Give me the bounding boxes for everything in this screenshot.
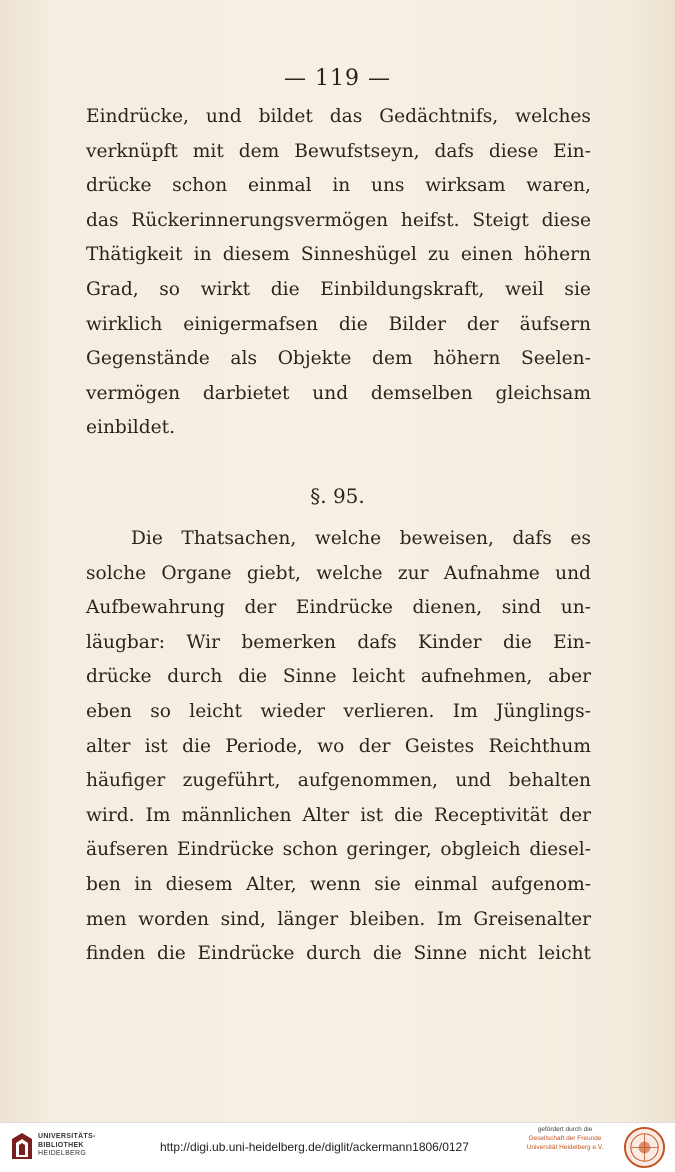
word: Gegenstände — [86, 348, 210, 370]
text-line — [86, 591, 591, 626]
word: diese — [541, 209, 591, 231]
word: Alter — [302, 804, 350, 826]
word: dem — [372, 348, 413, 370]
word: Alter, — [245, 873, 297, 895]
word: obgleich — [440, 839, 521, 861]
word: einmal — [248, 175, 312, 197]
word: demselben — [370, 382, 473, 404]
word: Bilder — [388, 313, 446, 335]
library-name-line2: BIBLIOTHEK — [38, 1141, 84, 1149]
word: Eindrücke — [197, 943, 295, 965]
word: aufgenommen, — [297, 770, 438, 792]
word: die — [338, 313, 368, 335]
page-number: — 119 — — [284, 66, 391, 91]
text-line — [86, 626, 591, 661]
word: Greisenalter — [473, 908, 591, 930]
word: die — [238, 666, 268, 688]
word: Receptivität — [433, 804, 549, 826]
word: zugeführt, — [182, 770, 281, 792]
text-line — [86, 868, 591, 903]
text-line — [86, 937, 591, 972]
section-heading: §. 95. — [310, 484, 365, 508]
word: schon — [282, 839, 338, 861]
word: in — [332, 175, 351, 197]
word: gleichsam — [495, 382, 591, 404]
word: nicht — [478, 943, 527, 965]
word: Objekte — [277, 348, 352, 370]
word: sie — [374, 873, 401, 895]
text-line — [86, 308, 591, 343]
word: bemerken — [241, 631, 336, 653]
text-line — [86, 169, 591, 204]
university-library-logo-icon — [10, 1131, 34, 1163]
footer-bar — [0, 1122, 675, 1172]
word: waren, — [526, 175, 591, 197]
library-name-line1: UNIVERSITÄTS- — [38, 1133, 96, 1140]
word: einmal — [414, 873, 478, 895]
word: die — [270, 278, 300, 300]
word: behalten — [508, 770, 591, 792]
word: einigermafsen — [183, 313, 318, 335]
word: zur — [397, 562, 429, 584]
word: Geistes — [404, 735, 475, 757]
word: der — [358, 735, 391, 757]
word: in — [193, 244, 212, 266]
word: dafs — [512, 528, 552, 549]
word: Eindrücke — [177, 839, 274, 861]
word: heifst. — [400, 209, 460, 231]
word: männlichen — [181, 804, 292, 826]
word: sie — [564, 278, 591, 300]
library-name-line3: HEIDELBERG — [38, 1150, 87, 1157]
word: Organe — [161, 562, 232, 584]
word: häufiger — [86, 770, 166, 792]
text-line — [86, 100, 591, 135]
word: und — [312, 382, 349, 404]
library-name — [38, 1133, 96, 1159]
word: mit — [192, 140, 224, 162]
word: die — [156, 943, 186, 965]
word: dienen, — [412, 597, 483, 619]
word: dem — [238, 140, 280, 162]
text-line — [86, 660, 591, 695]
word: Bewufstseyn, — [294, 140, 420, 162]
word: diese — [488, 140, 539, 162]
word: und — [455, 770, 492, 792]
word: Eindrücke — [295, 597, 393, 619]
word: die — [394, 804, 423, 826]
text-line — [86, 557, 591, 592]
word: läugbar: — [86, 631, 166, 653]
word: Thatsachen, — [181, 528, 297, 549]
word: Sinne — [413, 943, 468, 965]
word: wirklich — [86, 313, 163, 335]
paragraph-1 — [86, 100, 591, 446]
word: als — [230, 348, 257, 370]
sponsor-line3: Universität Heidelberg e.V. — [526, 1144, 604, 1151]
word: Thätigkeit — [86, 244, 183, 266]
word: wird. — [86, 804, 135, 826]
word: in — [134, 873, 153, 895]
word: durch — [306, 943, 362, 965]
word: dafs — [357, 631, 397, 653]
word: wirksam — [425, 175, 506, 197]
word: und — [205, 106, 242, 127]
word: Aufnahme — [443, 562, 540, 584]
word: so — [150, 700, 171, 722]
word: aber — [548, 666, 591, 688]
word: die — [502, 631, 532, 653]
word: einbildet. — [86, 417, 176, 439]
word: leicht — [189, 700, 243, 722]
text-line — [86, 799, 591, 834]
word: Im — [452, 700, 478, 722]
text-line — [86, 273, 591, 308]
word: Im — [145, 804, 171, 826]
word: wenn — [309, 873, 361, 895]
text-line — [86, 764, 591, 799]
word: finden — [86, 943, 146, 965]
word: zu — [428, 244, 450, 266]
word: schon — [172, 175, 228, 197]
word: sind — [501, 597, 542, 619]
text-line — [86, 135, 591, 170]
text-line — [86, 238, 591, 273]
word: ist — [360, 804, 384, 826]
word: Wir — [186, 631, 220, 653]
word: drücke — [86, 175, 152, 197]
word: aufnehmen, — [420, 666, 533, 688]
word: höhern — [433, 348, 501, 370]
word: verknüpft — [86, 140, 178, 162]
word: men — [86, 908, 127, 930]
word: sind, — [220, 908, 266, 930]
word: länger — [277, 908, 339, 930]
word: bildet — [258, 106, 313, 127]
word: und — [555, 562, 591, 584]
word: vermögen — [86, 382, 181, 404]
word: Die — [131, 528, 163, 549]
text-line — [86, 377, 591, 412]
word: die — [372, 943, 402, 965]
word: Eindrücke, — [86, 106, 189, 127]
word: diesel- — [529, 839, 591, 861]
word: der — [559, 804, 591, 826]
word: solche — [86, 562, 147, 584]
word: worden — [138, 908, 210, 930]
word: Jünglings- — [496, 700, 591, 722]
text-line — [86, 204, 591, 239]
word: diesem — [165, 873, 233, 895]
university-seal-icon — [623, 1126, 666, 1169]
word: Gedächtnifs, — [379, 106, 499, 127]
text-line — [86, 833, 591, 868]
word: bleiben. — [349, 908, 426, 930]
word: Sinne — [282, 666, 337, 688]
word: ist — [144, 735, 168, 757]
word: Aufbewahrung — [86, 597, 225, 619]
word: welches — [515, 106, 591, 127]
word: alter — [86, 735, 131, 757]
word: leicht — [538, 943, 591, 965]
word: einen — [460, 244, 513, 266]
paragraph-2 — [86, 522, 591, 972]
word: dafs — [434, 140, 474, 162]
text-line — [86, 342, 591, 377]
word: das — [329, 106, 363, 127]
word: der — [244, 597, 277, 619]
word: diesem — [222, 244, 290, 266]
word: uns — [370, 175, 405, 197]
word: höhern — [523, 244, 591, 266]
word: eben — [86, 700, 132, 722]
word: es — [570, 528, 591, 549]
word: weil — [504, 278, 544, 300]
word: äufsern — [519, 313, 591, 335]
word: äufseren — [86, 839, 169, 861]
word: Ein- — [553, 140, 591, 162]
word: die — [182, 735, 211, 757]
sponsor-note — [520, 1125, 610, 1152]
word: wirkt — [200, 278, 251, 300]
word: Periode, — [225, 735, 303, 757]
word: wieder — [260, 700, 326, 722]
word: un- — [560, 597, 591, 619]
text-line — [86, 903, 591, 938]
word: Sinneshügel — [300, 244, 417, 266]
word: verlieren. — [343, 700, 435, 722]
text-line — [86, 411, 591, 446]
word: das — [86, 209, 119, 231]
sponsor-line1: gefördert durch die — [537, 1126, 593, 1133]
word: Steigt — [472, 209, 529, 231]
word: durch — [167, 666, 223, 688]
text-line — [86, 522, 591, 557]
word: Seelen- — [520, 348, 591, 370]
word: aufgenom- — [491, 873, 591, 895]
word: geringer, — [346, 839, 432, 861]
word: welche — [314, 528, 382, 549]
sponsor-line2: Gesellschaft der Freunde — [528, 1135, 602, 1142]
word: Ein- — [553, 631, 591, 653]
word: wo — [317, 735, 345, 757]
word: darbietet — [202, 382, 290, 404]
word: leicht — [352, 666, 406, 688]
permalink-url[interactable]: http://digi.ub.uni-heidelberg.de/diglit/ackermann1806/0127 — [160, 1140, 469, 1154]
word: Im — [436, 908, 462, 930]
word: so — [159, 278, 181, 300]
word: Einbildungskraft, — [320, 278, 485, 300]
text-line — [86, 730, 591, 765]
word: Rückerinnerungsvermögen — [131, 209, 389, 231]
word: Reichthum — [488, 735, 591, 757]
word: Kinder — [418, 631, 482, 653]
text-line — [86, 695, 591, 730]
word: Grad, — [86, 278, 139, 300]
word: beweisen, — [399, 528, 494, 549]
word: der — [466, 313, 499, 335]
word: welche — [316, 562, 383, 584]
word: giebt, — [246, 562, 301, 584]
word: ben — [86, 873, 121, 895]
word: drücke — [86, 666, 152, 688]
